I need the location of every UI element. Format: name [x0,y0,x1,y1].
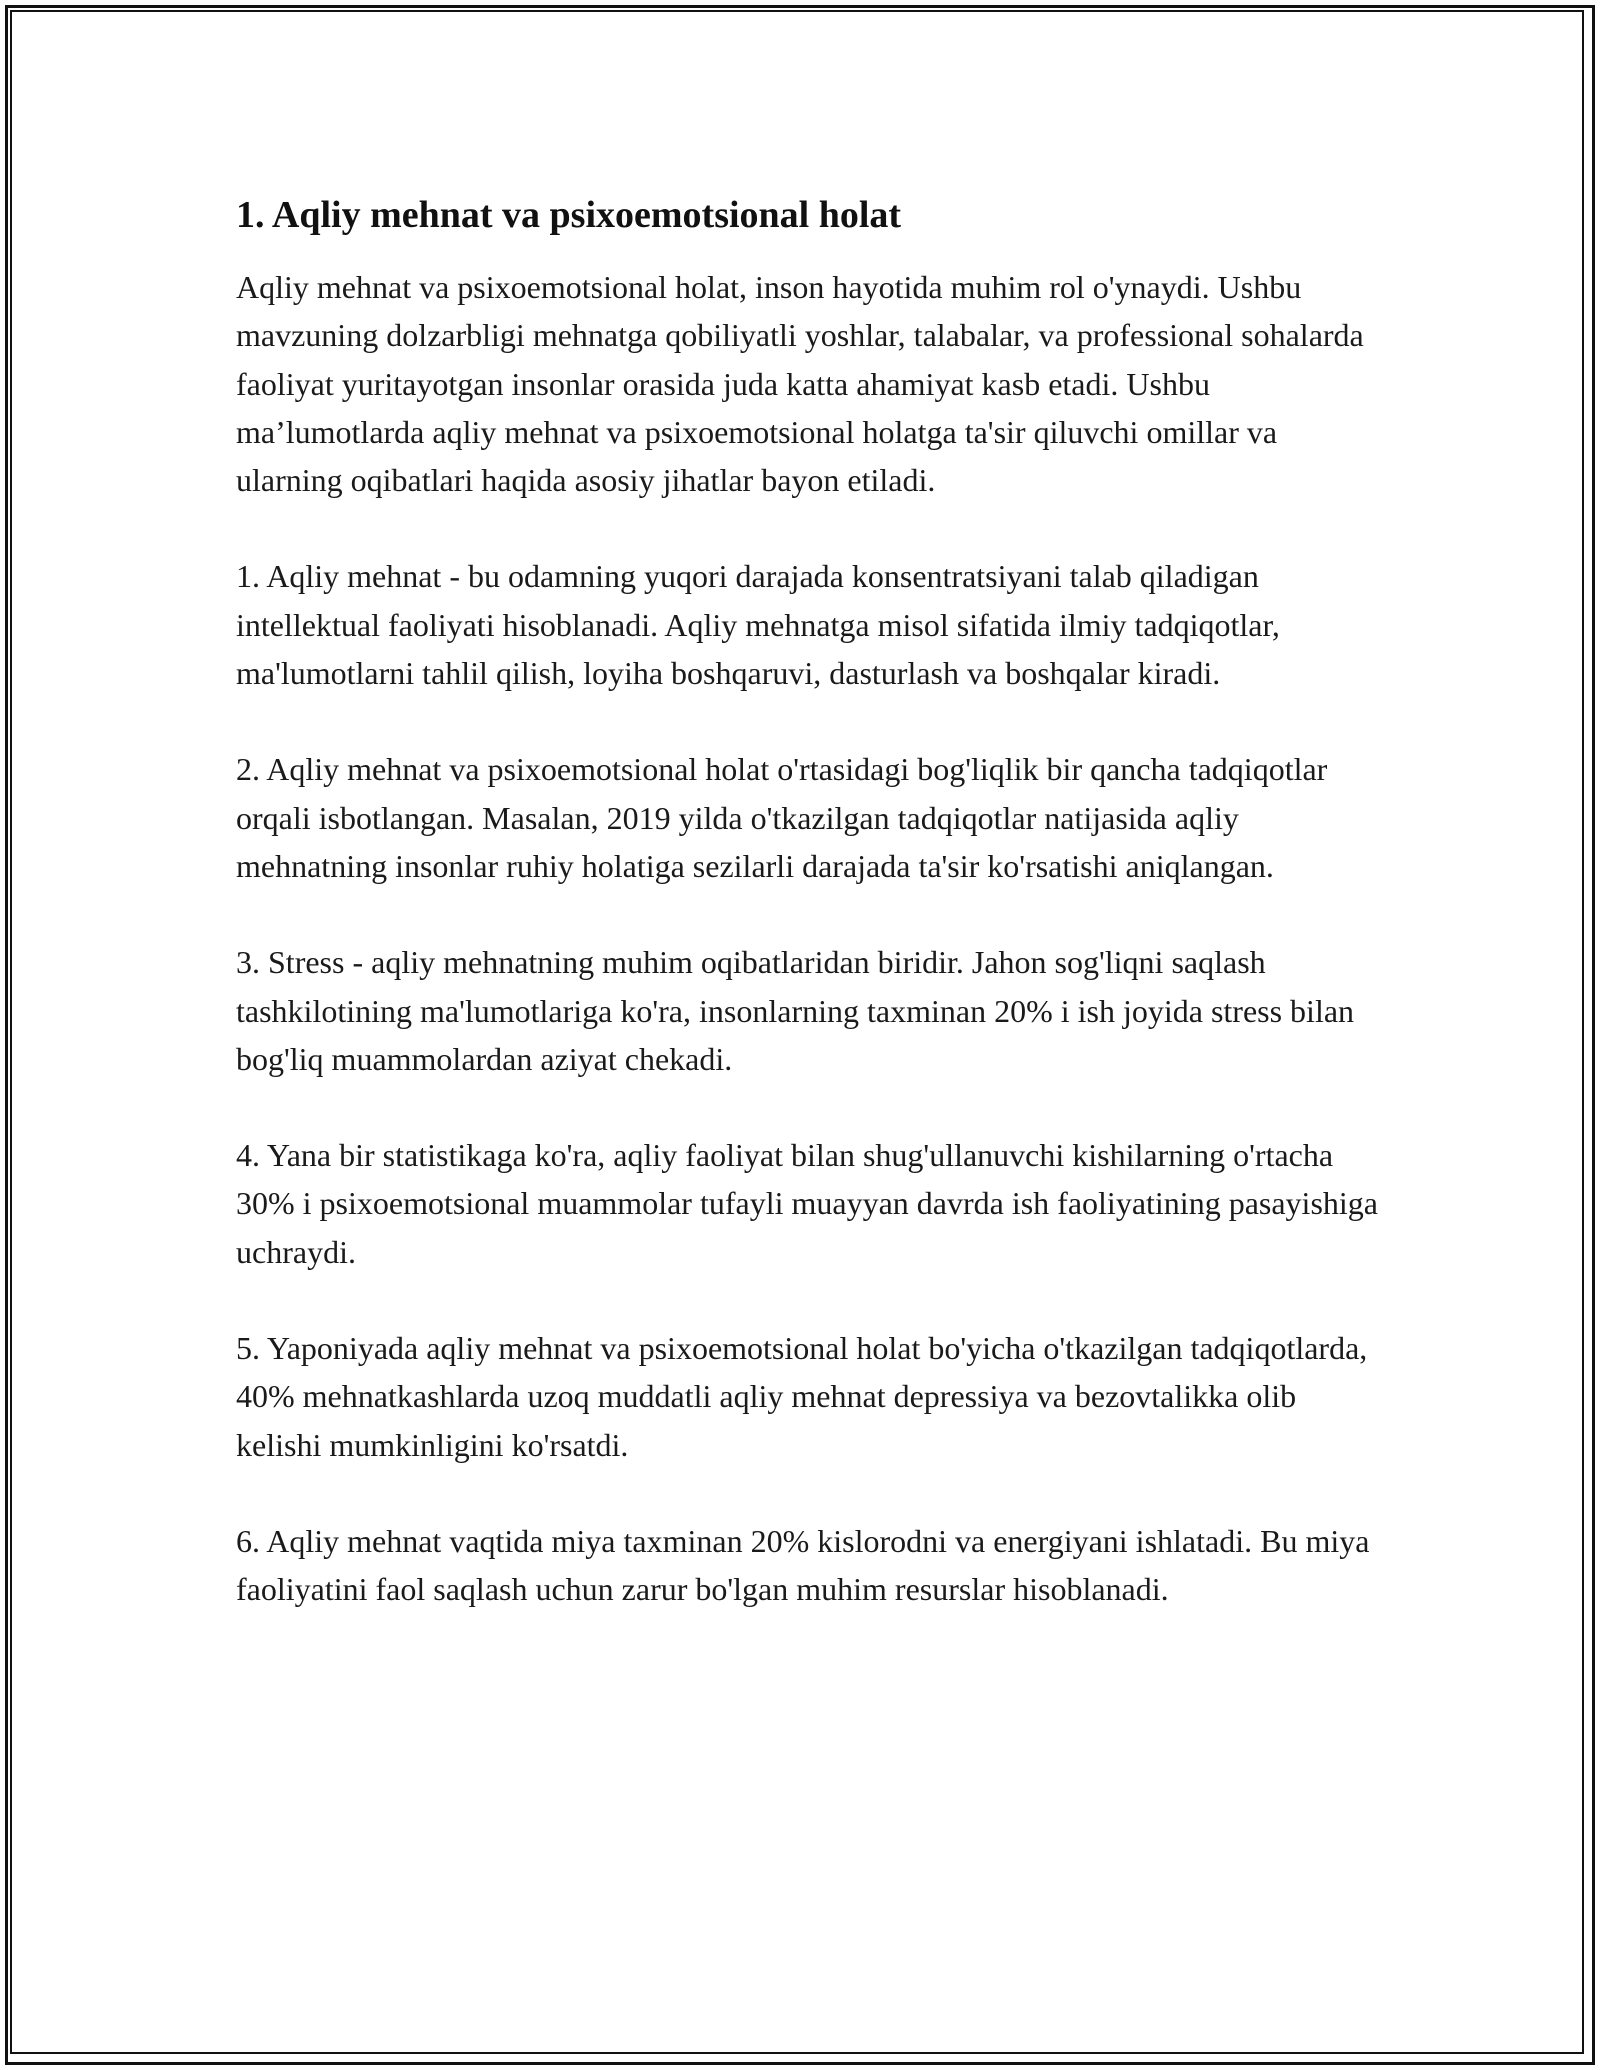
paragraph-item-3: 3. Stress - aqliy mehnatning muhim oqibatlaridan biridir. Jahon sog'liqni saqlash tashkilotining ma'lumotlariga ko'ra, insonlarning taxminan 20% i ish joyida stress bilan bog'liq muammolardan aziyat chekadi. [236,944,1355,1077]
paragraph-item-4: 4. Yana bir statistikaga ko'ra, aqliy faoliyat bilan shug'ullanuvchi kishilarning o'rtacha 30% i psixoemotsional muammolar tufayli muayyan davrda ish faoliyatining pasayishiga uchraydi. [236,1137,1378,1270]
paragraph-item-1: 1. Aqliy mehnat - bu odamning yuqori darajada konsentratsiyani talab qiladigan intellektual faoliyati hisoblanadi. Aqliy mehnatga misol sifatida ilmiy tadqiqotlar, ma'lumotlarni tahlil qilish, loyiha boshqaruvi, dasturlash va boshqalar kiradi. [236,558,1280,692]
document-title: 1. Aqliy mehnat va psixoemotsional holat [236,194,902,236]
paragraph-item-2: 2. Aqliy mehnat va psixoemotsional holat o'rtasidagi bog'liqlik bir qancha tadqiqotlar orqali isbotlangan. Masalan, 2019 yilda o'tkazilgan tadqiqotlar natijasida aqliy mehnatning insonlar ruhiy holatiga sezilarli darajada ta'sir ko'rsatishi aniqlangan. [236,751,1328,884]
intro-paragraph: Aqliy mehnat va psixoemotsional holat, inson hayotida muhim rol o'ynaydi. Ushbu mavzuning dolzarbligi mehnatga qobiliyatli yoshlar, talabalar, va professional sohalarda faoliyat yuritayotgan insonlar orasida juda katta ahamiyat kasb etadi. Ushbu ma’lumotlarda aqliy mehnat va psixoemotsional holatga ta'sir qiluvchi omillar va ularning oqibatlari haqida asosiy jihatlar bayon etiladi. [236,269,1364,499]
paragraph-item-5: 5. Yaponiyada aqliy mehnat va psixoemotsional holat bo'yicha o'tkazilgan tadqiqotlarda, 40% mehnatkashlarda uzoq muddatli aqliy mehnat depressiya va bezovtalikka olib kelishi mumkinligini ko'rsatdi. [236,1330,1368,1463]
paragraph-item-6: 6. Aqliy mehnat vaqtida miya taxminan 20% kislorodni va energiyani ishlatadi. Bu miya faoliyatini faol saqlash uchun zarur bo'lgan muhim resurslar hisoblanadi. [236,1522,1370,1608]
document-body [236,187,1386,1662]
